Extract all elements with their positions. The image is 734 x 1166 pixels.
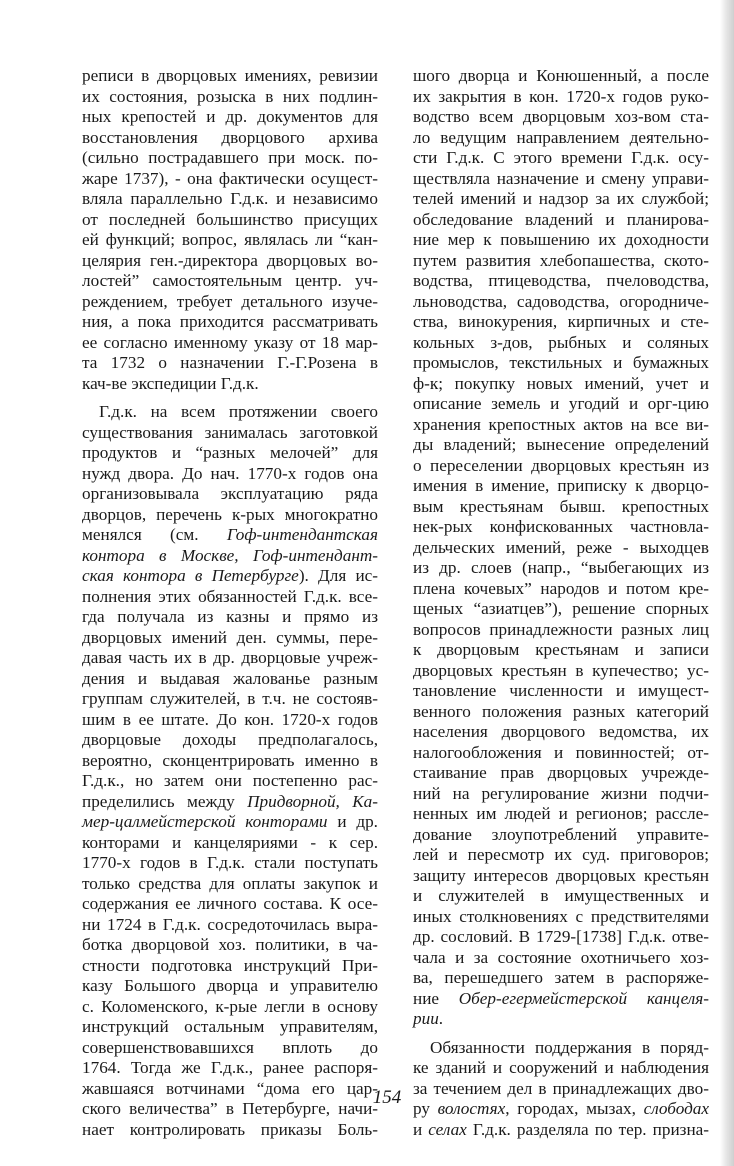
text-segment: конторами и канцеляриями - к сер. (82, 832, 378, 852)
text-segment: к дворцовым крестьянам и записи (413, 640, 709, 659)
text-line (82, 566, 378, 587)
text-line (413, 107, 709, 128)
text-segment: из др. слоев (напр., “выбегающих из (413, 558, 709, 577)
italic-reference: контора в Москве, Гоф-интендант- (82, 545, 378, 565)
text-line (82, 587, 378, 608)
text-line (413, 292, 709, 313)
text-segment: шим в ее штате. До кон. 1720-х годов (82, 709, 378, 729)
left-column (82, 66, 378, 1140)
text-line (82, 648, 378, 669)
text-segment: казу Большого дворца и управителю (82, 976, 378, 995)
text-line (82, 484, 378, 505)
text-segment: ее согласно именному указу от 18 мар- (82, 332, 378, 352)
text-line (413, 456, 709, 477)
text-segment: ществляла назначение и смену управи- (413, 168, 709, 188)
text-segment: ру (413, 1099, 438, 1118)
text-segment: восстановления дворцового архива (82, 127, 378, 147)
text-segment: и (413, 1119, 429, 1139)
text-segment: с. Коломенского, к-рые легли в основу (82, 996, 378, 1016)
text-line (413, 968, 709, 989)
text-line (82, 292, 378, 313)
text-segment: водство всем дворцовым хоз-вом ста- (413, 107, 709, 126)
text-segment: и служителей в имущественных и (413, 886, 709, 905)
text-line (82, 128, 378, 149)
text-line (82, 853, 378, 874)
text-line (413, 1099, 709, 1120)
text-line (82, 792, 378, 813)
text-segment: тановление численности и имущест- (413, 681, 709, 700)
text-segment: реждением, требует детального изуче- (82, 291, 378, 311)
text-segment: их состояния, розыска в них подлин- (82, 86, 378, 106)
text-segment: ние мер к повышению их доходности (413, 230, 709, 249)
text-segment: от последней большинство присущих (82, 209, 378, 229)
text-line (413, 907, 709, 928)
text-segment: (сильно пострадавшего при моск. по- (82, 148, 378, 167)
text-segment: дворцовые доходы предполагалось, (82, 730, 378, 749)
text-line (413, 1038, 709, 1059)
text-line (82, 374, 378, 395)
text-line (413, 825, 709, 846)
italic-reference: Гоф-интендантская (226, 525, 378, 544)
text-segment: ния, а пока приходится рассматривать (82, 312, 378, 331)
text-line (82, 833, 378, 854)
text-line (82, 443, 378, 464)
text-line (82, 894, 378, 915)
italic-reference: Придворной, Ка- (247, 791, 378, 811)
text-line (413, 251, 709, 272)
text-segment: 1764. Тогда же Г.д.к., ранее распоря- (82, 1058, 378, 1077)
text-line (82, 751, 378, 772)
italic-reference: ская контора в Петербурге (82, 566, 299, 585)
text-line (413, 415, 709, 436)
text-line (413, 743, 709, 764)
text-line (413, 169, 709, 190)
italic-reference: рии (413, 1009, 439, 1028)
text-segment: ботка дворцовой хоз. политики, в ча- (82, 935, 378, 954)
text-segment: существования занималась заготовкой (82, 422, 378, 442)
text-line (413, 230, 709, 251)
right-column (413, 66, 709, 1140)
text-segment: кольных з-дов, рыбных и соляных (413, 332, 709, 352)
text-line (413, 804, 709, 825)
text-segment: Г.д.к. на всем протяжении своего (99, 402, 378, 421)
text-line (413, 681, 709, 702)
text-segment: дворцовых крестьян в купечество; ус- (413, 660, 709, 680)
text-line (82, 87, 378, 108)
text-segment: лостей” самостоятельным центр. уч- (82, 271, 378, 290)
text-segment: содержания ее личного состава. К осе- (82, 894, 378, 913)
text-segment: менялся (см. (82, 525, 227, 544)
text-line (413, 620, 709, 641)
text-segment: Обязанности поддержания в поряд- (430, 1037, 709, 1057)
text-line (82, 771, 378, 792)
text-line (82, 956, 378, 977)
text-segment: та 1732 о назначении Г.-Г.Розена в (82, 353, 378, 372)
text-segment: дения и выдавая жалованье разным (82, 668, 378, 688)
text-segment: стаивание прав дворцовых учрежде- (413, 763, 709, 782)
text-line (82, 312, 378, 333)
text-line (82, 874, 378, 895)
text-line (82, 107, 378, 128)
text-line (82, 935, 378, 956)
text-line (82, 251, 378, 272)
text-line (82, 1017, 378, 1038)
text-line (413, 784, 709, 805)
text-segment: чала и за состояние охотничьего хоз- (413, 947, 709, 967)
text-line (413, 374, 709, 395)
text-segment: дование злоупотреблений управите- (413, 824, 709, 844)
text-line (82, 271, 378, 292)
text-line (413, 866, 709, 887)
text-segment: сти Г.д.к. С этого времени Г.д.к. осу- (413, 148, 709, 167)
text-segment: нужд двора. До нач. 1770-х годов она (82, 463, 378, 483)
text-segment: ей функций; вопрос, являлась ли “кан- (82, 230, 378, 249)
text-segment: имения в имение, приписку к дворцо- (413, 476, 709, 495)
text-line (413, 722, 709, 743)
italic-reference: волостях (437, 1099, 506, 1118)
text-line (413, 702, 709, 723)
text-segment: нает контролировать приказы Боль- (82, 1119, 378, 1139)
text-line (413, 189, 709, 210)
text-line (82, 607, 378, 628)
italic-reference: Обер-егермейстерской канцеля- (458, 988, 709, 1008)
text-line (82, 689, 378, 710)
text-line (82, 1099, 378, 1120)
text-segment: их закрытия в кон. 1720-х годов руко- (413, 86, 709, 106)
text-line (82, 730, 378, 751)
text-line (413, 886, 709, 907)
text-segment: шого дворца и Конюшенный, а после (413, 66, 709, 85)
page-edge-shadow (720, 0, 734, 1166)
text-segment: дворцовых имений ден. суммы, пере- (82, 627, 378, 647)
text-line (413, 87, 709, 108)
text-segment: вопросов принадлежности разных лиц (413, 619, 709, 639)
italic-reference: мер-цалмейстерской конторами (82, 812, 328, 831)
text-segment: пределились между (82, 791, 248, 811)
text-line (413, 312, 709, 333)
text-segment: реписи в дворцовых имениях, ревизии (82, 66, 378, 85)
text-segment: 1770-х годов в Г.д.к. стали поступать (82, 853, 378, 872)
text-line (413, 558, 709, 579)
text-segment: промыслов, текстильных и бумажных (413, 353, 709, 372)
text-segment: плена кочевых” народов и потом кре- (413, 578, 709, 598)
text-segment: и др. (327, 812, 378, 831)
text-segment: группам служителей, в т.ч. не состояв- (82, 689, 378, 708)
text-line (82, 669, 378, 690)
text-line (82, 353, 378, 374)
text-segment: др. сословий. В 1729-[1738] Г.д.к. отве- (413, 927, 709, 946)
italic-reference: селах (428, 1119, 467, 1139)
text-segment: Г.д.к., но затем они постепенно рас- (82, 771, 378, 790)
text-line (82, 546, 378, 567)
text-line (413, 845, 709, 866)
text-segment: целярия ген.-директора дворцовых во- (82, 250, 378, 270)
text-segment: налогообложения и повинностей; от- (413, 742, 709, 762)
text-segment: ва, перешедшего затем в распоряже- (413, 968, 709, 987)
text-line (82, 230, 378, 251)
text-segment: ло ведущим направлением деятельно- (413, 127, 709, 147)
text-segment: ных крепостей и др. документов для (82, 107, 378, 126)
text-segment: жавшаяся вотчинами “дома его цар- (82, 1078, 378, 1098)
text-segment: , городах, мызах, (505, 1099, 644, 1118)
text-line (82, 976, 378, 997)
text-line (82, 333, 378, 354)
text-line (82, 812, 378, 833)
text-segment: населения дворцового ведомства, их (413, 722, 709, 741)
text-segment: давая часть их в др. дворцовые учреж- (82, 648, 378, 667)
text-line (82, 505, 378, 526)
text-segment: ние (413, 988, 459, 1008)
text-line (82, 710, 378, 731)
text-line (413, 989, 709, 1010)
text-segment: о переселении дворцовых крестьян из (413, 455, 709, 475)
text-line (413, 763, 709, 784)
text-segment: жаре 1737), - она фактически осущест- (82, 168, 378, 188)
text-line (82, 148, 378, 169)
text-line (413, 538, 709, 559)
text-segment: описание земель и угодий и орг-цию (413, 394, 709, 413)
text-line (413, 1009, 709, 1030)
text-segment: продуктов и “разных мелочей” для (82, 443, 378, 462)
text-line (82, 66, 378, 87)
text-segment: ни 1724 в Г.д.к. сосредоточилась выра- (82, 914, 378, 934)
text-line (82, 423, 378, 444)
text-segment: дельческих имений, реже - выходцев (413, 537, 709, 557)
text-segment: ненных им людей и регионов; рассле- (413, 804, 709, 823)
text-line (82, 1038, 378, 1059)
text-segment: хранения крепостных актов на все ви- (413, 414, 709, 434)
text-segment: щеных “азиатцев”), решение спорных (413, 599, 709, 618)
text-line (413, 599, 709, 620)
text-line (413, 394, 709, 415)
text-line (413, 1120, 709, 1141)
text-segment: гда получала из казны и прямо из (82, 607, 378, 626)
text-line (413, 1079, 709, 1100)
text-line (82, 1120, 378, 1141)
text-segment: ства, винокурения, кирпичных и сте- (413, 312, 709, 331)
text-line (413, 948, 709, 969)
text-segment: дворцов, перечень к-рых многократно (82, 504, 378, 524)
paragraph-gap (82, 394, 378, 402)
text-segment: венного положения разных категорий (413, 701, 709, 721)
text-line (82, 464, 378, 485)
text-segment: Г.д.к. разделяла по тер. призна- (466, 1119, 709, 1139)
text-segment: только средства для оплаты закупок и (82, 873, 378, 893)
text-line (413, 640, 709, 661)
text-segment: лей и пересмотр их суд. приговоров; (413, 845, 709, 864)
text-line (413, 661, 709, 682)
text-segment: путем развития хлебопашества, ското- (413, 250, 709, 270)
text-segment: ке зданий и сооружений и наблюдения (413, 1058, 709, 1077)
text-segment: ний на регулирование жизни подчи- (413, 783, 709, 803)
text-segment: за течением дел в принадлежащих дво- (413, 1078, 709, 1098)
text-line (413, 579, 709, 600)
text-segment: кач-ве экспедиции Г.д.к. (82, 373, 259, 393)
text-line (413, 1058, 709, 1079)
text-segment: водства, птицеводства, пчеловодства, (413, 271, 709, 290)
text-segment: полнения этих обязанностей Г.д.к. все- (82, 586, 378, 606)
text-segment: организовывала эксплуатацию ряда (82, 484, 378, 503)
page-number: 154 (372, 1087, 402, 1108)
text-segment: телей имений и надзор за их службой; (413, 189, 709, 208)
text-line (413, 435, 709, 456)
italic-reference: слободах (643, 1099, 709, 1118)
text-segment: вым крестьянам бывш. крепостных (413, 496, 709, 516)
text-segment: ского величества” в Петербурге, начи- (82, 1099, 378, 1118)
text-line (413, 148, 709, 169)
text-segment: инструкций остальным управителям, (82, 1017, 378, 1036)
text-segment: стности подготовка инструкций При- (82, 955, 378, 975)
text-line (413, 210, 709, 231)
text-line (82, 915, 378, 936)
text-line (413, 476, 709, 497)
text-line (82, 997, 378, 1018)
text-line (413, 927, 709, 948)
text-line (82, 210, 378, 231)
text-line (413, 128, 709, 149)
text-segment: ф-к; покупку новых имений, учет и (413, 373, 709, 393)
text-line (413, 333, 709, 354)
text-segment: ). Для ис- (298, 566, 379, 585)
text-segment: защиту интересов дворцовых крестьян (413, 865, 709, 885)
text-segment: совершенствовавшихся вплоть до (82, 1037, 378, 1057)
text-line (82, 628, 378, 649)
text-segment: вляла параллельно Г.д.к. и независимо (82, 189, 378, 208)
text-line (413, 271, 709, 292)
text-line (413, 517, 709, 538)
text-line (82, 525, 378, 546)
text-line (413, 497, 709, 518)
text-segment: вероятно, сконцентрировать именно в (82, 750, 378, 770)
text-segment: льноводства, садоводства, огородниче- (413, 291, 709, 311)
text-line (82, 1058, 378, 1079)
text-line (413, 66, 709, 87)
text-line (82, 1079, 378, 1100)
text-segment: . (438, 1009, 444, 1028)
text-line (82, 169, 378, 190)
text-line (413, 353, 709, 374)
text-segment: иных столкновениях с предствителями (413, 906, 709, 926)
text-segment: ды владений; вынесение определений (413, 435, 709, 454)
text-line (82, 189, 378, 210)
paragraph-gap (413, 1030, 709, 1038)
text-segment: нек-рых конфискованных частновла- (413, 517, 709, 536)
text-line (82, 402, 378, 423)
text-segment: обследование владений и планирова- (413, 209, 709, 229)
